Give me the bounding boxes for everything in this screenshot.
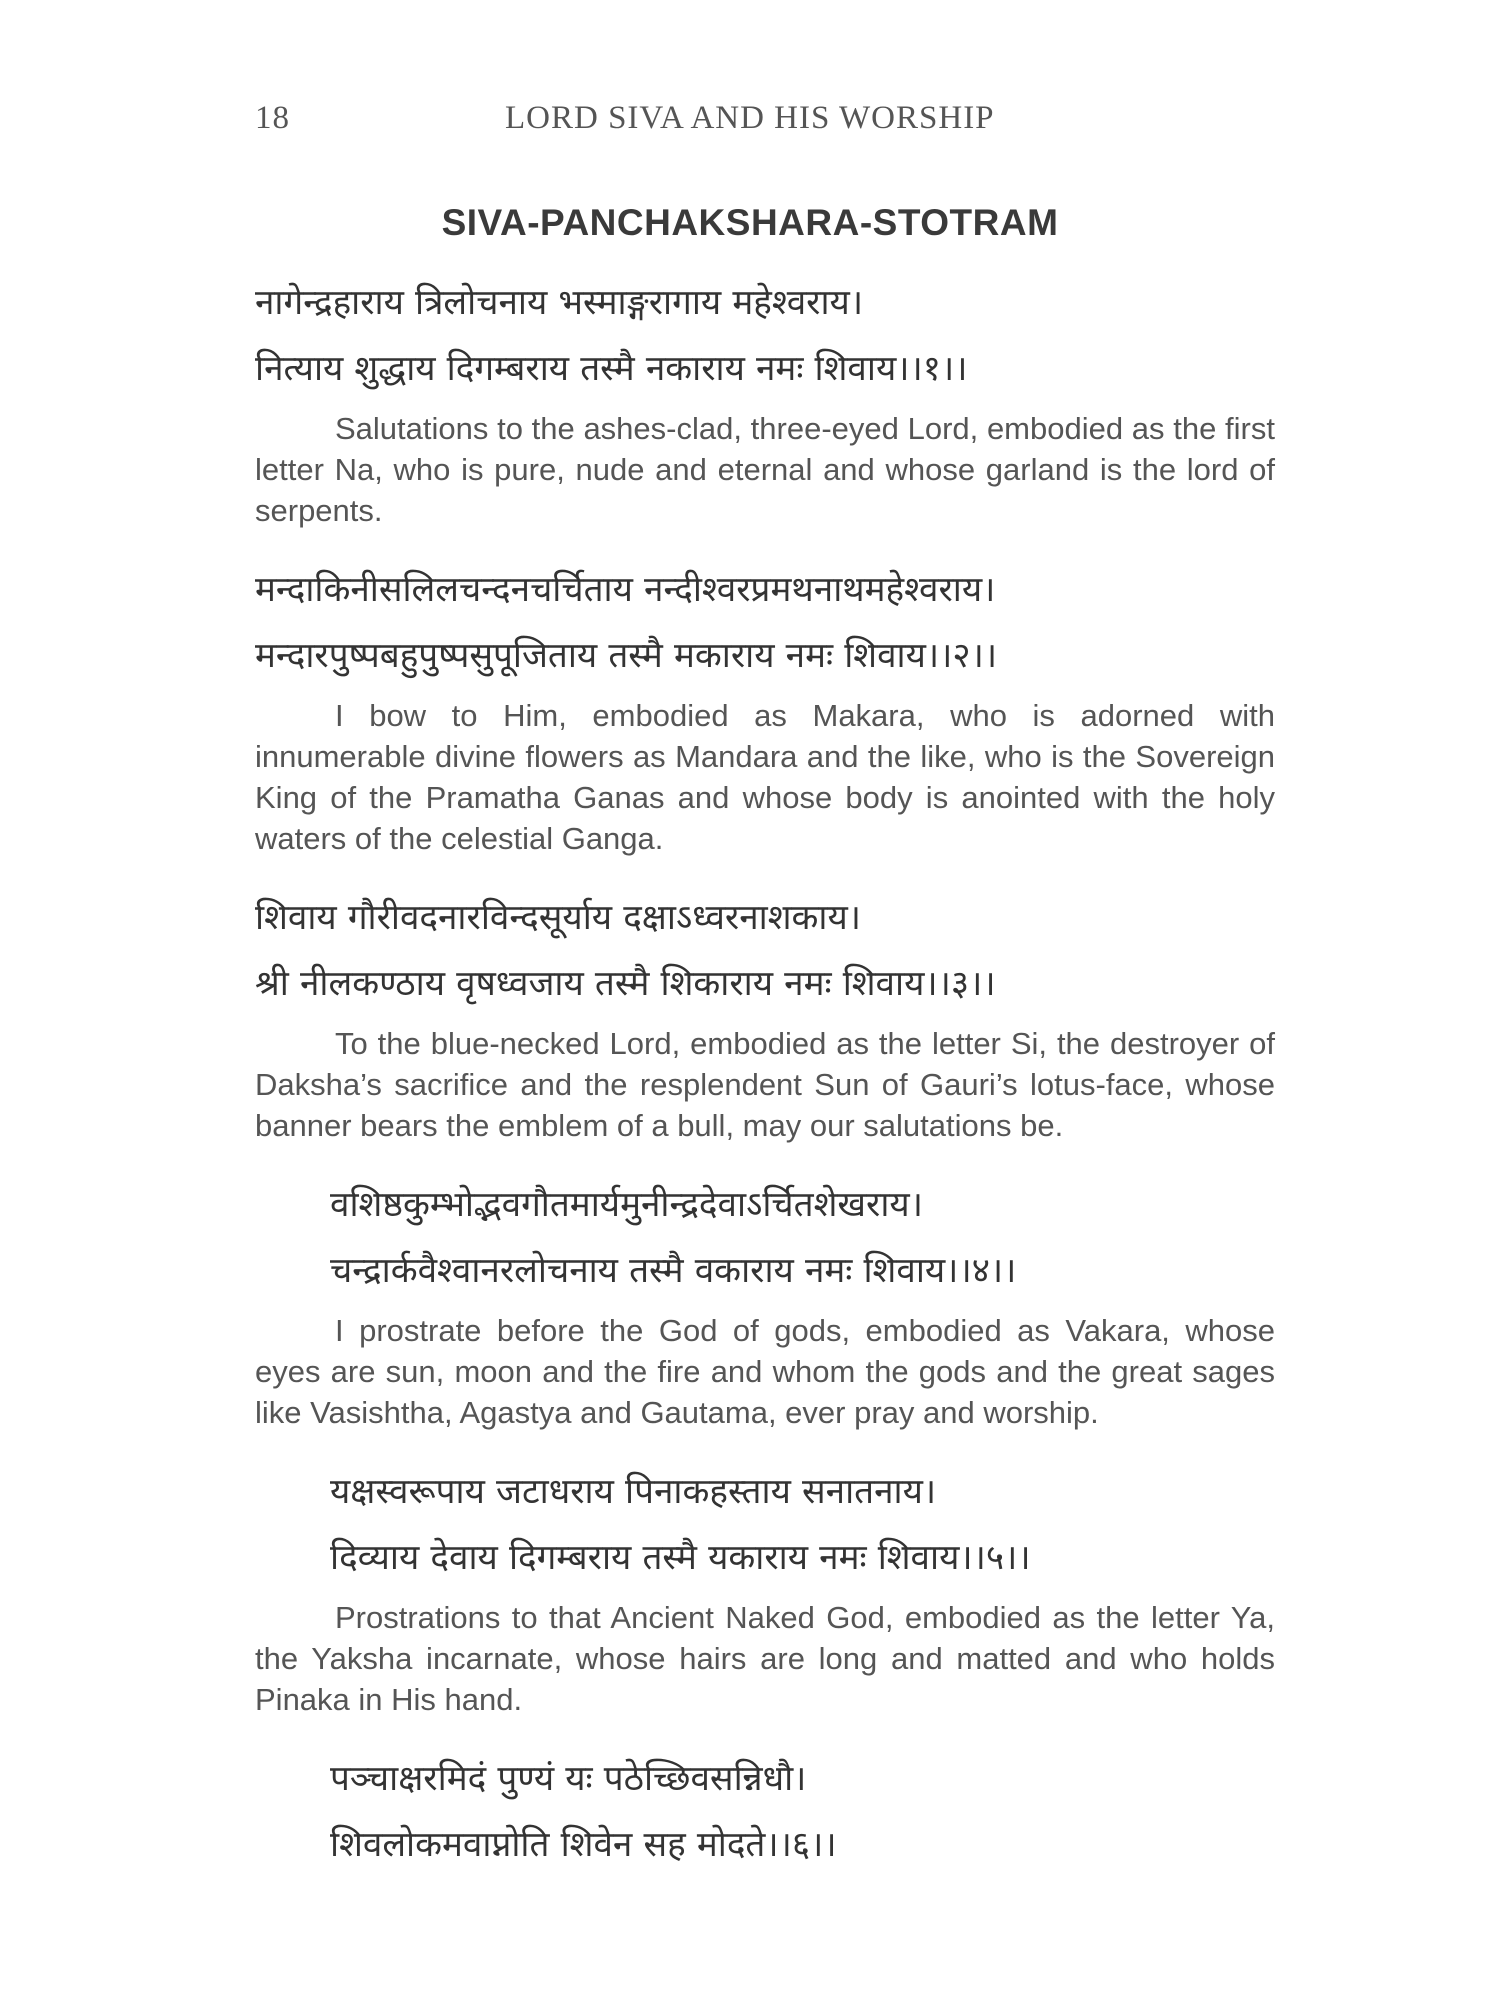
sanskrit-verse bbox=[255, 885, 1275, 1017]
stanza-1 bbox=[255, 270, 1275, 531]
verse-line: मन्दाकिनीसलिलचन्दनचर्चिताय नन्दीश्वरप्रमथनाथमहेश्वराय। bbox=[255, 570, 996, 610]
stanza-3 bbox=[255, 885, 1275, 1146]
verse-line: पञ्चाक्षरमिदं पुण्यं यः पठेच्छिवसन्निधौ। bbox=[330, 1759, 807, 1799]
verse-line: चन्द्रार्कवैश्वानरलोचनाय तस्मै वकाराय नमः शिवाय।।४।। bbox=[330, 1251, 1017, 1291]
page-title: SIVA-PANCHAKSHARA-STOTRAM bbox=[441, 202, 1059, 243]
sanskrit-verse bbox=[255, 1746, 1275, 1878]
verse-line: मन्दारपुष्पबहुपुष्पसुपूजिताय तस्मै मकाराय नमः शिवाय।।२।। bbox=[255, 636, 998, 676]
verse-line: दिव्याय देवाय दिगम्बराय तस्मै यकाराय नमः शिवाय।।५।। bbox=[330, 1538, 1031, 1578]
english-translation: To the blue-necked Lord, embodied as the letter Si, the destroyer of Daksha’s sacrifice and the resplendent Sun of Gauri’s lotus-face, whose banner bears the emblem of a bull, may our salutations be. bbox=[255, 1026, 1275, 1143]
verse-line: वशिष्ठकुम्भोद्भवगौतमार्यमुनीन्द्रदेवाऽर्चितशेखराय। bbox=[330, 1185, 923, 1225]
verse-line: नित्याय शुद्धाय दिगम्बराय तस्मै नकाराय नमः शिवाय।।१।। bbox=[255, 349, 968, 389]
stanza-2 bbox=[255, 557, 1275, 859]
stotram-body bbox=[255, 270, 1275, 1878]
page-header bbox=[255, 100, 1265, 150]
running-head: LORD SIVA AND HIS WORSHIP bbox=[505, 100, 995, 136]
verse-line: श्री नीलकण्ठाय वृषध्वजाय तस्मै शिकाराय नमः शिवाय।।३।। bbox=[255, 964, 996, 1004]
verse-line: शिवाय गौरीवदनारविन्दसूर्याय दक्षाऽध्वरनाशकाय। bbox=[255, 898, 862, 938]
english-translation: Salutations to the ashes-clad, three-eyed Lord, embodied as the first letter Na, who is pure, nude and eternal and whose garland is the lord of serpents. bbox=[255, 411, 1275, 528]
verse-line: नागेन्द्रहाराय त्रिलोचनाय भस्माङ्गरागाय महेश्वराय। bbox=[255, 283, 864, 323]
sanskrit-verse bbox=[255, 270, 1275, 402]
english-translation: I bow to Him, embodied as Makara, who is adorned with innumerable divine flowers as Mandara and the like, who is the Sovereign King of the Pramatha Ganas and whose body is anointed with the holy waters of the celestial Ganga. bbox=[255, 698, 1275, 856]
sanskrit-verse bbox=[255, 1459, 1275, 1591]
sanskrit-verse bbox=[255, 557, 1275, 689]
stanza-4 bbox=[255, 1172, 1275, 1433]
verse-line: यक्षस्वरूपाय जटाधराय पिनाकहस्ताय सनातनाय। bbox=[330, 1472, 937, 1512]
english-translation: I prostrate before the God of gods, embodied as Vakara, whose eyes are sun, moon and the fire and whom the gods and the great sages like Vasishtha, Agastya and Gautama, ever pray and worship. bbox=[255, 1313, 1275, 1430]
sanskrit-verse bbox=[255, 1172, 1275, 1304]
stanza-5 bbox=[255, 1459, 1275, 1720]
stanza-6 bbox=[255, 1746, 1275, 1878]
english-translation: Prostrations to that Ancient Naked God, embodied as the letter Ya, the Yaksha incarnate, whose hairs are long and matted and who holds Pinaka in His hand. bbox=[255, 1600, 1275, 1717]
verse-line: शिवलोकमवाप्नोति शिवेन सह मोदते।।६।। bbox=[330, 1825, 837, 1865]
page-number: 18 bbox=[255, 100, 290, 136]
